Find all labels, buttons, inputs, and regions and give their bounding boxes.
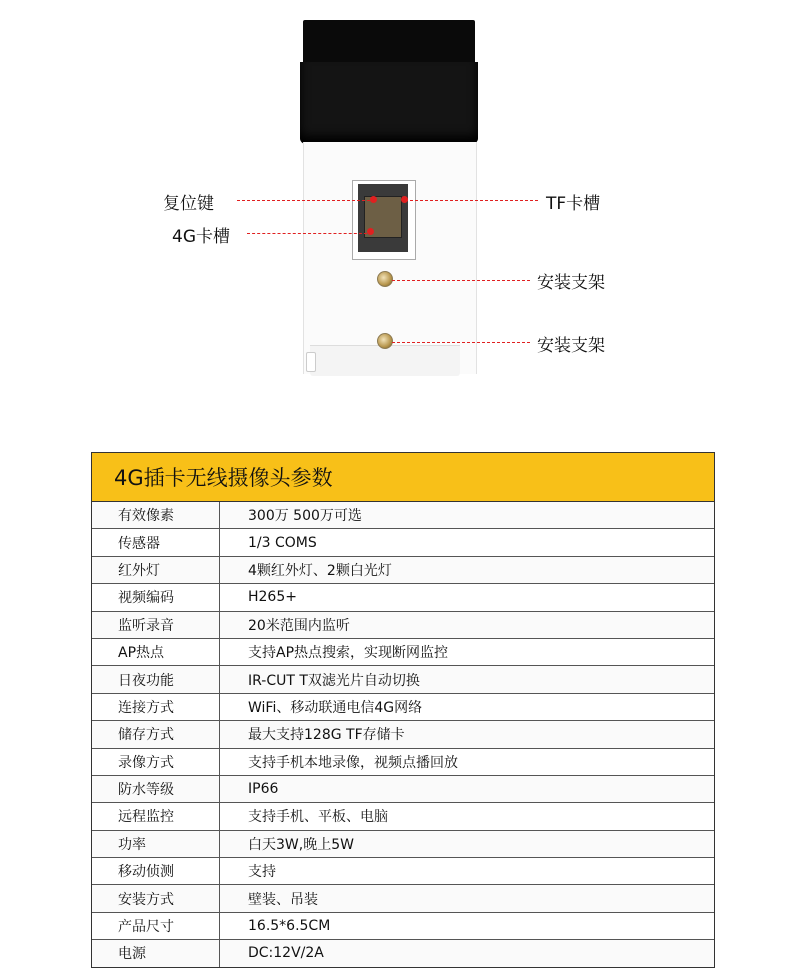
spec-key: 功率 <box>92 831 220 857</box>
spec-value: WiFi、移动联通电信4G网络 <box>248 699 423 716</box>
spec-key: 红外灯 <box>92 557 220 583</box>
spec-key: 远程监控 <box>92 803 220 829</box>
spec-key: 有效像素 <box>92 502 220 528</box>
table-row <box>92 584 714 611</box>
table-row <box>92 913 714 940</box>
mount-upper-label: 安装支架 <box>537 273 605 293</box>
reset-key-marker <box>370 196 377 203</box>
spec-table <box>91 452 715 968</box>
camera-illustration <box>0 0 790 400</box>
spec-key: 连接方式 <box>92 694 220 720</box>
table-row <box>92 721 714 748</box>
mount-screw-upper <box>377 271 393 287</box>
spec-key: 视频编码 <box>92 584 220 610</box>
mount-screw-lower <box>377 333 393 349</box>
spec-value: IP66 <box>248 781 279 798</box>
spec-key: 录像方式 <box>92 749 220 775</box>
spec-value: IR-CUT T双滤光片自动切换 <box>248 672 420 689</box>
table-row <box>92 749 714 776</box>
spec-value: 最大支持128G TF存储卡 <box>248 727 405 744</box>
camera-bottom <box>310 345 460 376</box>
table-row <box>92 529 714 556</box>
mount-lower-leader <box>392 342 530 343</box>
spec-table-title: 4G插卡无线摄像头参数 <box>92 453 714 502</box>
spec-key: 储存方式 <box>92 721 220 747</box>
spec-key: 传感器 <box>92 529 220 555</box>
table-row <box>92 557 714 584</box>
spec-key: 防水等级 <box>92 776 220 802</box>
table-row <box>92 694 714 721</box>
spec-key: 安装方式 <box>92 885 220 911</box>
spec-value: 支持手机本地录像，视频点播回放 <box>248 754 458 771</box>
table-row <box>92 885 714 912</box>
camera-sun-hood <box>300 62 478 144</box>
spec-key: 监听录音 <box>92 612 220 638</box>
spec-key: AP热点 <box>92 639 220 665</box>
spec-key: 移动侦测 <box>92 858 220 884</box>
spec-key: 日夜功能 <box>92 666 220 692</box>
spec-value: 1/3 COMS <box>248 534 317 551</box>
reset-key-leader <box>237 200 370 201</box>
spec-key: 产品尺寸 <box>92 913 220 939</box>
table-row <box>92 831 714 858</box>
spec-value: H265+ <box>248 589 297 606</box>
tf-slot-leader <box>405 200 538 201</box>
4g-slot-label: 4G卡槽 <box>172 227 230 247</box>
spec-value: 20米范围内监听 <box>248 617 350 634</box>
spec-value: 16.5*6.5CM <box>248 918 331 935</box>
spec-value: 白天3W,晚上5W <box>248 836 354 853</box>
4g-slot-leader <box>247 233 367 234</box>
spec-value: 支持AP热点搜索，实现断网监控 <box>248 645 449 662</box>
spec-value: 4颗红外灯、2颗白光灯 <box>248 562 392 579</box>
spec-value: 支持 <box>248 864 276 881</box>
table-row <box>92 502 714 529</box>
4g-slot-marker <box>367 228 374 235</box>
spec-key: 电源 <box>92 940 220 966</box>
table-row <box>92 612 714 639</box>
spec-value: 300万 500万可选 <box>248 508 362 525</box>
reset-key-label: 复位键 <box>163 194 214 214</box>
camera-foot <box>306 352 316 372</box>
table-row <box>92 776 714 803</box>
table-row <box>92 858 714 885</box>
table-row <box>92 666 714 693</box>
mount-lower-label: 安装支架 <box>537 336 605 356</box>
spec-value: DC:12V/2A <box>248 945 324 962</box>
spec-value: 支持手机、平板、电脑 <box>248 809 388 826</box>
mount-upper-leader <box>392 280 530 281</box>
spec-rows <box>92 502 714 967</box>
table-row <box>92 940 714 966</box>
table-row <box>92 639 714 666</box>
table-row <box>92 803 714 830</box>
tf-slot-label: TF卡槽 <box>546 194 601 214</box>
spec-value: 壁装、吊装 <box>248 891 318 908</box>
